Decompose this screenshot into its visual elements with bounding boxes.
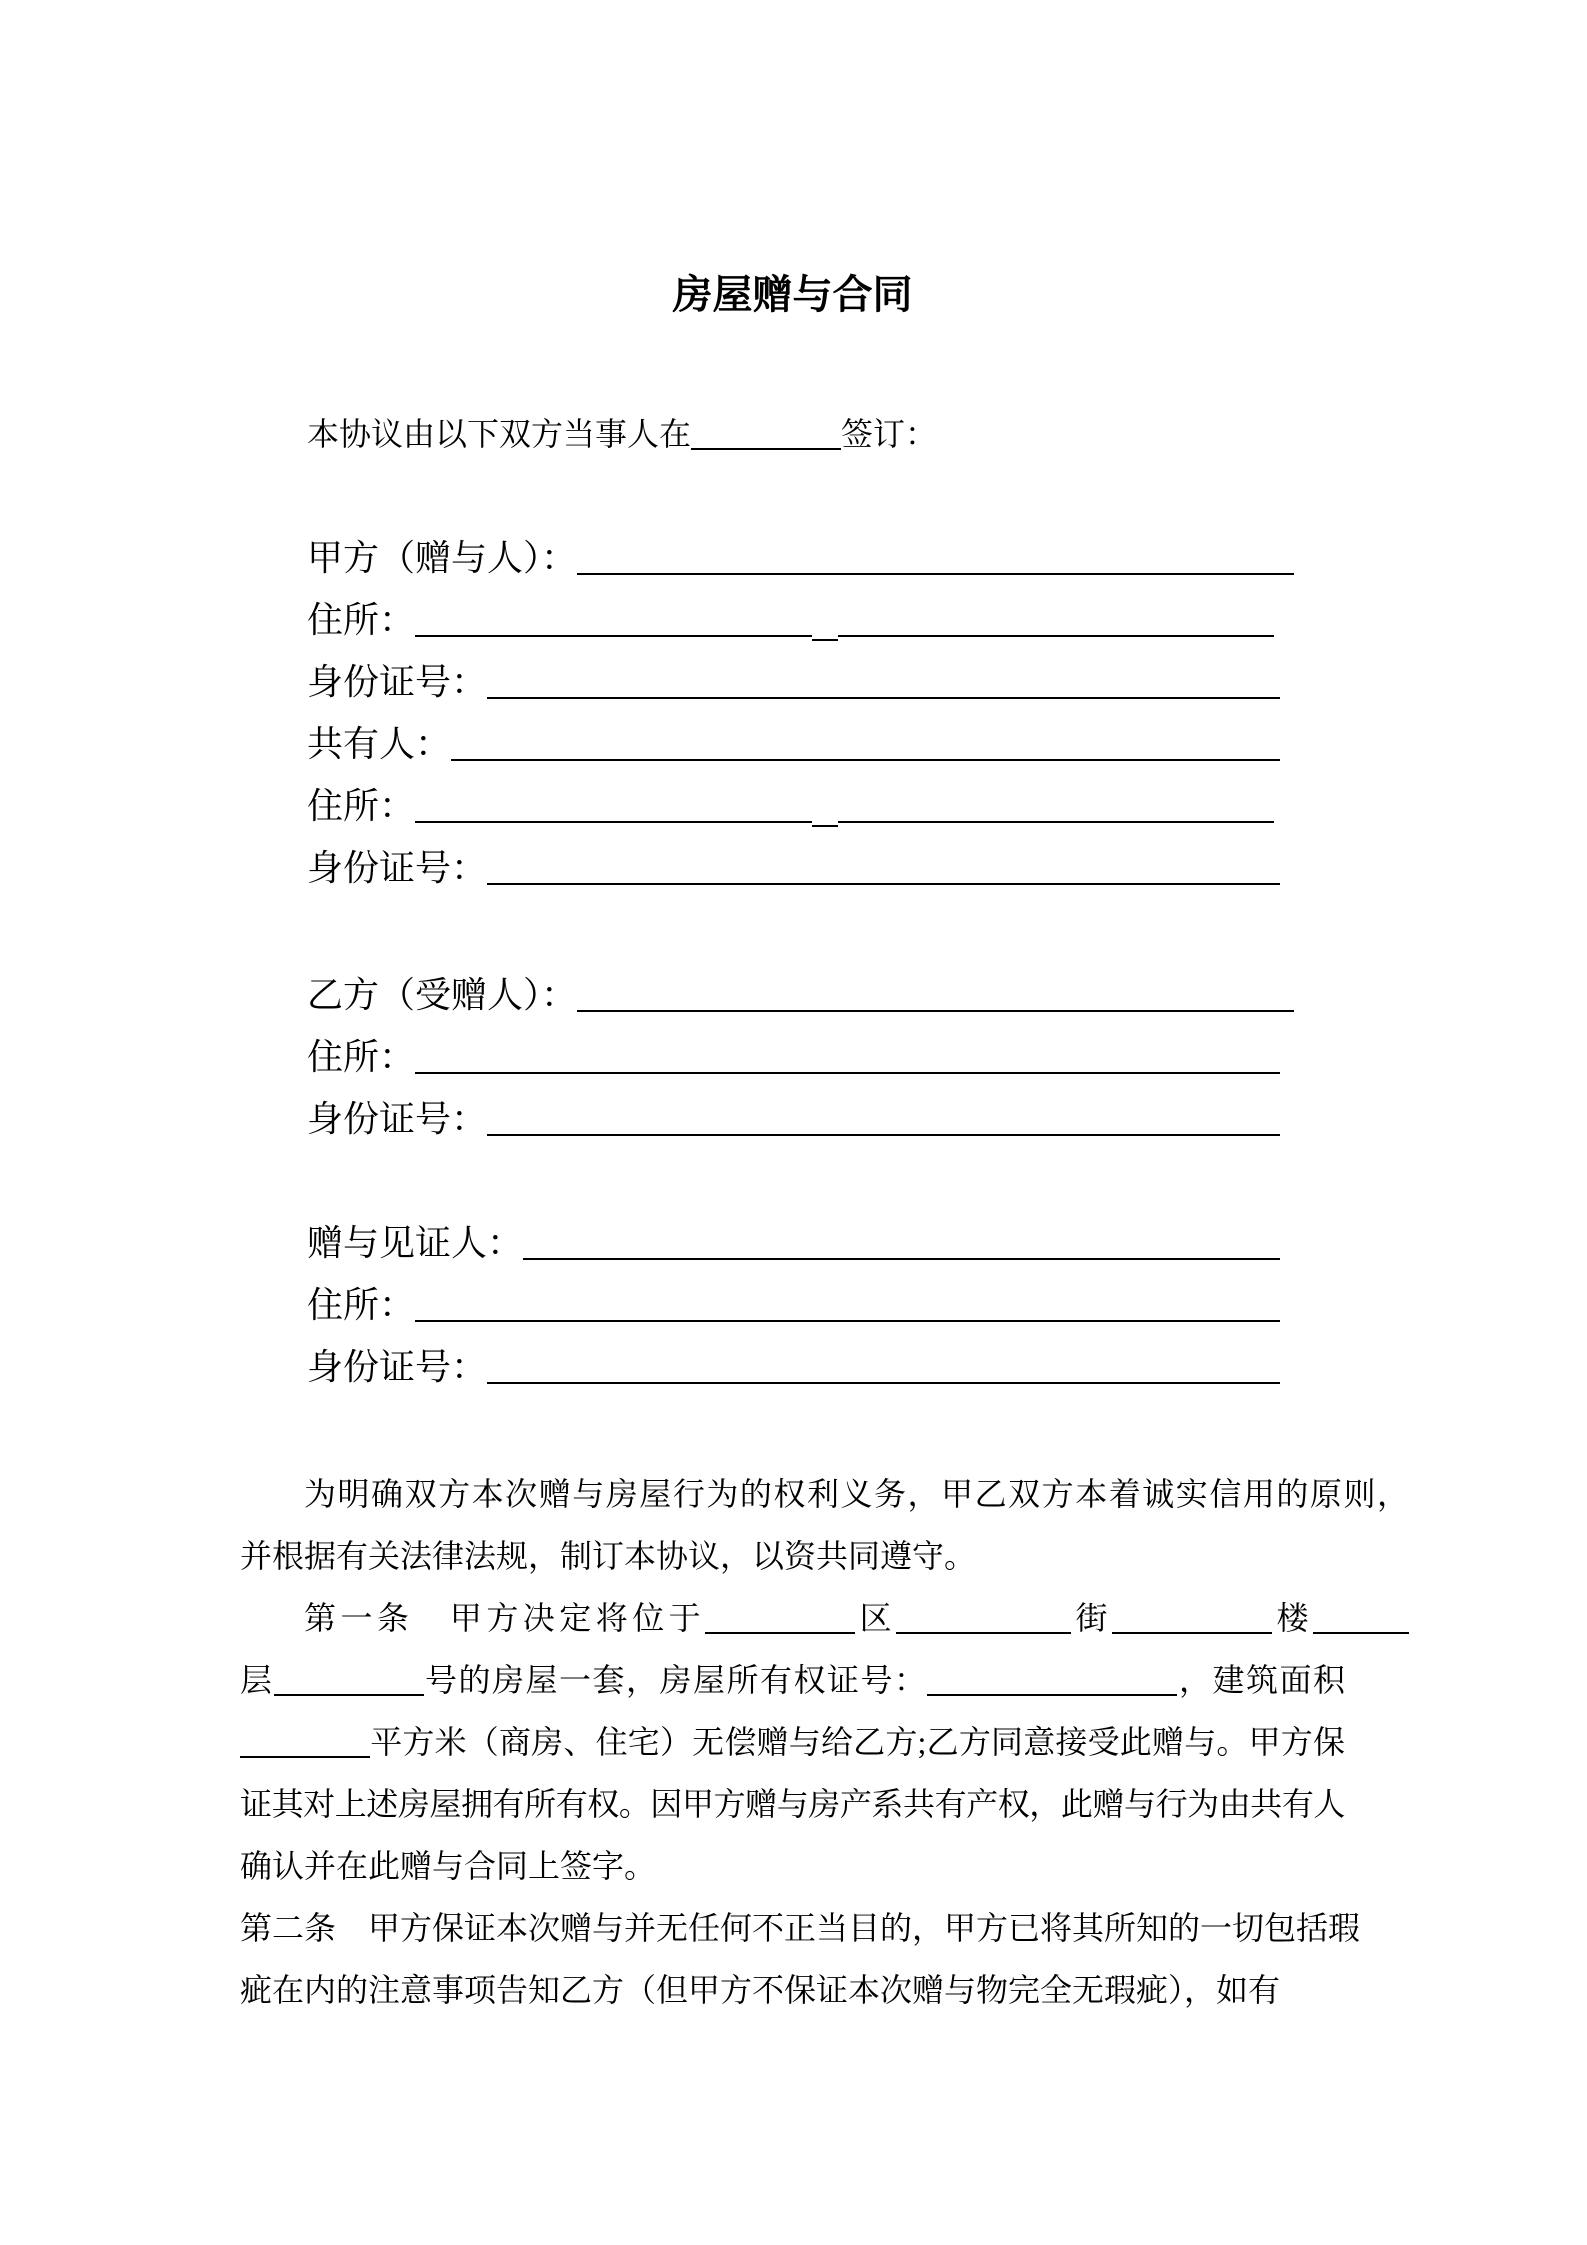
witness-id-row	[307, 1336, 1280, 1398]
preamble-line-1: 为明确双方本次赠与房屋行为的权利义务，甲乙双方本着诚实信用的原则，	[304, 1476, 1409, 1512]
area-blank-line	[240, 1752, 370, 1758]
article-1-line-4: 证其对上述房屋拥有所有权。因甲方赠与房产系共有产权，此赠与行为由共有人	[240, 1786, 1345, 1822]
party-a-address-blank-line	[415, 631, 812, 637]
party-a-coowner-id-label: 身份证号：	[307, 848, 488, 888]
party-a-id-blank-line	[487, 693, 1280, 699]
party-b-address-label: 住所：	[307, 1037, 416, 1077]
party-a-coowner-address-blank-line	[415, 817, 812, 823]
article-1-head-text: 第一条 甲方决定将位于	[304, 1600, 706, 1636]
preamble-line-2: 并根据有关法律法规，制订本协议，以资共同遵守。	[240, 1538, 977, 1574]
intro-line	[240, 403, 1345, 465]
party-a-address-label: 住所：	[307, 600, 416, 640]
party-a-coowner-address-row	[307, 775, 1274, 837]
witness-address-label: 住所：	[307, 1285, 416, 1325]
party-a-name-blank-line	[577, 569, 1294, 575]
party-a-coowner-id-blank-line	[487, 879, 1280, 885]
party-a-address-row	[307, 589, 1274, 651]
article-1-line-1	[240, 1587, 1409, 1649]
witness-id-blank-line	[487, 1378, 1280, 1384]
party-a-id-label: 身份证号：	[307, 662, 488, 702]
party-b-name-blank-line	[577, 1006, 1294, 1012]
witness-name-label: 赠与见证人：	[307, 1223, 524, 1263]
street-blank-line	[896, 1628, 1071, 1634]
floor-label: 层	[240, 1662, 274, 1698]
article-2-line-1: 第二条 甲方保证本次赠与并无任何不正当目的，甲方已将其所知的一切包括瑕	[240, 1910, 1361, 1946]
witness-address-row	[307, 1274, 1280, 1336]
party-a-coowner-row	[307, 713, 1280, 775]
article-1-line-3	[240, 1711, 1345, 1773]
article-1-line-5: 确认并在此赠与合同上签字。	[240, 1848, 657, 1884]
building-label: 楼	[1272, 1600, 1313, 1636]
article-1-line-2	[240, 1649, 1345, 1711]
party-b-id-label: 身份证号：	[307, 1099, 488, 1139]
signing-date-blank-line	[691, 444, 841, 450]
party-a-coowner-label: 共有人：	[307, 724, 452, 764]
witness-address-blank-line	[415, 1316, 1280, 1322]
article-2-line-2: 疵在内的注意事项告知乙方（但甲方不保证本次赠与物完全无瑕疵），如有	[240, 1972, 1281, 2008]
floor-blank-line	[274, 1690, 424, 1696]
witness-name-row	[307, 1212, 1280, 1274]
party-b-name-label: 乙方（受赠人）：	[307, 975, 578, 1015]
party-b-name-row	[307, 964, 1294, 1026]
ownership-cert-blank-line	[927, 1690, 1177, 1696]
party-a-name-row	[307, 527, 1294, 589]
party-b-id-row	[307, 1088, 1280, 1150]
witness-name-blank-line	[523, 1254, 1280, 1260]
party-a-coowner-id-row	[307, 837, 1280, 899]
party-a-name-label: 甲方（赠与人）：	[307, 538, 578, 578]
party-a-coowner-address-blank-joint	[812, 821, 838, 827]
page-title: 房屋赠与合同	[672, 272, 913, 317]
district-blank-line	[705, 1628, 855, 1634]
party-a-address-blank-joint	[812, 635, 838, 641]
street-label: 街	[1071, 1600, 1113, 1636]
party-b-address-blank-line	[415, 1068, 1280, 1074]
party-b-address-row	[307, 1026, 1280, 1088]
intro-text-prefix: 本协议由以下双方当事人在	[307, 416, 692, 452]
party-a-address-blank-line2	[838, 631, 1274, 637]
party-a-coowner-blank-line	[451, 755, 1280, 761]
intro-text-suffix: 签订：	[841, 416, 938, 452]
party-a-id-row	[307, 651, 1280, 713]
party-b-id-blank-line	[487, 1130, 1280, 1136]
article-1-line-3-text: 平方米（商房、住宅）无偿赠与给乙方;乙方同意接受此赠与。甲方保	[370, 1724, 1345, 1760]
article-1-line-2-tail: ，建筑面积	[1177, 1662, 1345, 1698]
party-a-coowner-address-label: 住所：	[307, 786, 416, 826]
building-no-blank-line	[1313, 1628, 1409, 1634]
party-a-coowner-address-blank-line2	[838, 817, 1274, 823]
building-blank-line	[1112, 1628, 1272, 1634]
witness-id-label: 身份证号：	[307, 1347, 488, 1387]
article-1-line-2-text: 号的房屋一套，房屋所有权证号：	[423, 1662, 928, 1698]
district-label: 区	[855, 1600, 897, 1636]
